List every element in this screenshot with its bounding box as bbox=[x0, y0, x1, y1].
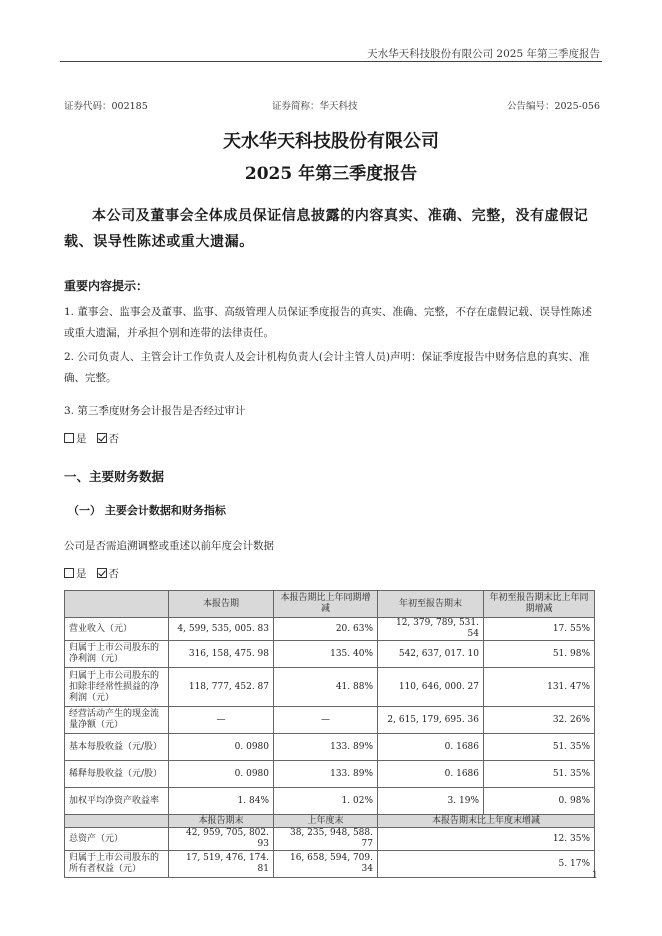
cell-value: 17, 519, 476, 174. 81 bbox=[169, 851, 274, 878]
row-label: 归属于上市公司股东的扣除非经常性损益的净利润（元） bbox=[65, 668, 169, 707]
row-label: 营业收入（元） bbox=[65, 618, 169, 641]
important-heading: 重要内容提示： bbox=[64, 279, 149, 293]
row-label: 经营活动产生的现金流量净额（元） bbox=[65, 707, 169, 734]
retro-yes-label: 是 bbox=[76, 568, 87, 580]
header-blank bbox=[65, 591, 169, 618]
running-header: 天水华天科技股份有限公司 2025 年第三季度报告 bbox=[367, 48, 600, 60]
row-label: 稀释每股收益（元/股） bbox=[65, 761, 169, 788]
audit-options bbox=[64, 431, 119, 446]
company-title: 天水华天科技股份有限公司 bbox=[223, 131, 439, 152]
header-cell: 上年度末 bbox=[274, 815, 378, 828]
cell-value: 51. 35% bbox=[484, 761, 595, 788]
subsection-heading: （一） 主要会计数据和财务指标 bbox=[68, 504, 226, 517]
financial-table bbox=[64, 590, 595, 878]
cell-value: 20. 63% bbox=[274, 618, 378, 641]
table-row bbox=[65, 641, 595, 668]
header-cell: 本报告期末 bbox=[169, 815, 274, 828]
cell-value: 41. 88% bbox=[274, 668, 378, 707]
header-blank bbox=[65, 815, 169, 828]
table-row bbox=[65, 761, 595, 788]
cell-value: 0. 1686 bbox=[378, 734, 484, 761]
cell-value: 1. 84% bbox=[169, 788, 274, 815]
retro-options bbox=[64, 566, 119, 581]
important-item-2: 2. 公司负责人、主管会计工作负责人及会计机构负责人(会计主管人员)声明：保证季度报告中财务信息的真实、准确、完整。 bbox=[64, 351, 590, 384]
cell-value: 542, 637, 017. 10 bbox=[378, 641, 484, 668]
table-row bbox=[65, 734, 595, 761]
retro-yes-checkbox[interactable] bbox=[64, 568, 74, 578]
cell-value: 32. 26% bbox=[484, 707, 595, 734]
retro-no-checkbox[interactable] bbox=[97, 568, 107, 578]
row-label: 归属于上市公司股东的净利润（元） bbox=[65, 641, 169, 668]
cell-value: 316, 158, 475. 98 bbox=[169, 641, 274, 668]
cell-value: 110, 646, 000. 27 bbox=[378, 668, 484, 707]
table-row bbox=[65, 851, 595, 878]
cell-value: 135. 40% bbox=[274, 641, 378, 668]
cell-value: 12. 35% bbox=[378, 828, 595, 851]
cell-value: 3. 19% bbox=[378, 788, 484, 815]
cell-value: 0. 1686 bbox=[378, 761, 484, 788]
audit-yes-label: 是 bbox=[76, 433, 87, 445]
audit-no-label: 否 bbox=[108, 433, 119, 445]
cell-value: 42, 959, 705, 802. 93 bbox=[169, 828, 274, 851]
important-item-3: 3. 第三季度财务会计报告是否经过审计 bbox=[64, 405, 246, 417]
header-cell: 年初至报告期末 bbox=[378, 591, 484, 618]
table-row bbox=[65, 707, 595, 734]
report-title: 2025 年第三季度报告 bbox=[244, 164, 418, 184]
header-cell: 本报告期 bbox=[169, 591, 274, 618]
row-label: 加权平均净资产收益率 bbox=[65, 788, 169, 815]
table-row bbox=[65, 668, 595, 707]
cell-value: 5. 17% bbox=[378, 851, 595, 878]
audit-no-checkbox[interactable] bbox=[97, 433, 107, 443]
section-heading: 一、主要财务数据 bbox=[64, 469, 165, 484]
header-divider bbox=[60, 61, 602, 62]
row-label: 总资产（元） bbox=[65, 828, 169, 851]
cell-value: 118, 777, 452. 87 bbox=[169, 668, 274, 707]
board-declaration: 本公司及董事会全体成员保证信息披露的内容真实、准确、完整，没有虚假记载、误导性陈述或重大遗漏。 bbox=[64, 208, 589, 250]
cell-value: 38, 235, 948, 588. 77 bbox=[274, 828, 378, 851]
cell-value: 2, 615, 179, 695. 36 bbox=[378, 707, 484, 734]
cell-value: 133. 89% bbox=[274, 734, 378, 761]
header-cell: 年初至报告期末比上年同期增减 bbox=[484, 591, 595, 618]
table-header-row-2 bbox=[65, 815, 595, 828]
cell-value: 51. 98% bbox=[484, 641, 595, 668]
cell-value: 17. 55% bbox=[484, 618, 595, 641]
important-item-1: 1. 董事会、监事会及董事、监事、高级管理人员保证季度报告的真实、准确、完整，不存在虚假记载、误导性陈述或重大遗漏，并承担个别和连带的法律责任。 bbox=[64, 306, 592, 339]
cell-value: 16, 658, 594, 709. 34 bbox=[274, 851, 378, 878]
cell-value: 0. 98% bbox=[484, 788, 595, 815]
cell-value: 12, 379, 789, 531. 54 bbox=[378, 618, 484, 641]
stock-abbr: 证券简称：华天科技 bbox=[272, 101, 358, 112]
cell-value: — bbox=[274, 707, 378, 734]
page-number: 1 bbox=[591, 870, 598, 881]
cell-value: 0. 0980 bbox=[169, 734, 274, 761]
cell-value: 51. 35% bbox=[484, 734, 595, 761]
table-row bbox=[65, 618, 595, 641]
cell-value: 0. 0980 bbox=[169, 761, 274, 788]
stock-code: 证券代码：002185 bbox=[64, 101, 148, 112]
row-label: 基本每股收益（元/股） bbox=[65, 734, 169, 761]
cell-value: 131. 47% bbox=[484, 668, 595, 707]
cell-value: 4, 599, 535, 005. 83 bbox=[169, 618, 274, 641]
table-row bbox=[65, 788, 595, 815]
table-row bbox=[65, 828, 595, 851]
retro-question: 公司是否需追溯调整或重述以前年度会计数据 bbox=[64, 540, 274, 552]
audit-yes-checkbox[interactable] bbox=[64, 433, 74, 443]
cell-value: 133. 89% bbox=[274, 761, 378, 788]
table-header-row bbox=[65, 591, 595, 618]
retro-no-label: 否 bbox=[108, 568, 119, 580]
notice-number: 公告编号：2025-056 bbox=[506, 101, 600, 112]
row-label: 归属于上市公司股东的所有者权益（元） bbox=[65, 851, 169, 878]
header-cell: 本报告期比上年同期增减 bbox=[274, 591, 378, 618]
header-cell: 本报告期末比上年度末增减 bbox=[378, 815, 595, 828]
cell-value: — bbox=[169, 707, 274, 734]
cell-value: 1. 02% bbox=[274, 788, 378, 815]
